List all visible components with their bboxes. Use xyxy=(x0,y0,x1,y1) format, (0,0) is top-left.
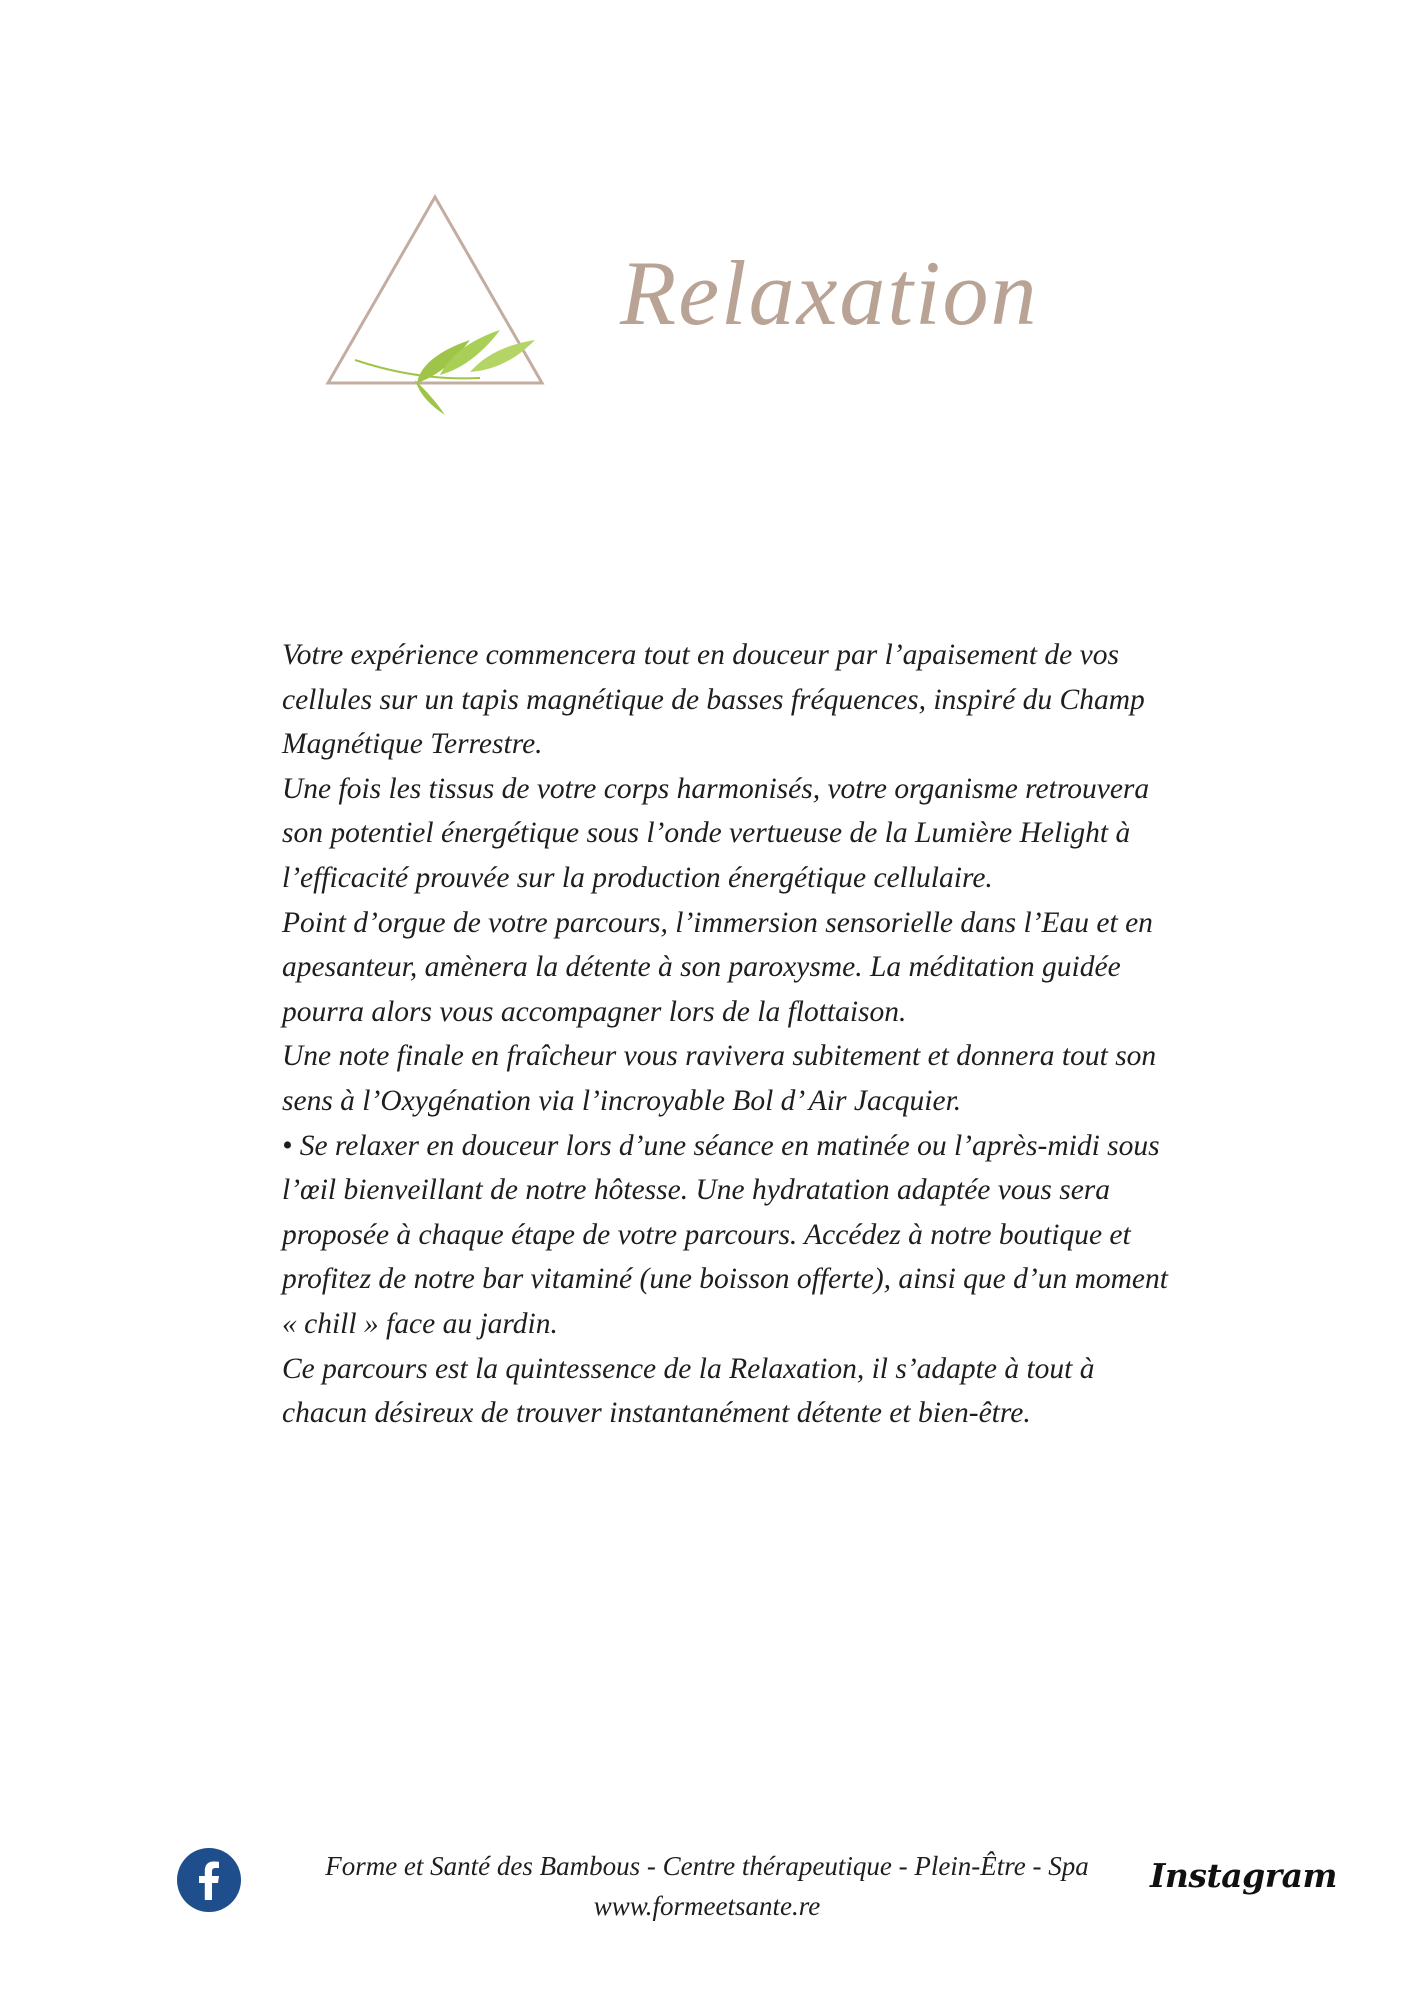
instagram-logo[interactable]: Instagram xyxy=(1150,1856,1337,1895)
triangle-bamboo-leaf-icon xyxy=(320,190,560,430)
paragraph-water: Point d’orgue de votre parcours, l’immersion sensorielle dans l’Eau et en apesanteur, amènera la détente à son paroxysme. La méditation guidée pourra alors vous accompagner lors de la flottaison. xyxy=(282,906,1153,1028)
paragraph-oxygen: Une note finale en fraîcheur vous ravivera subitement et donnera tout son sens à l’Oxygénation via l’incroyable Bol d’ Air Jacquier. xyxy=(282,1040,1157,1117)
footer-website-link[interactable]: www.formeetsante.re xyxy=(593,1891,821,1921)
facebook-icon[interactable] xyxy=(177,1848,241,1912)
paragraph-session: • Se relaxer en douceur lors d’une séance en matinée ou l’après-midi sous l’œil bienveillant de notre hôtesse. Une hydratation adaptée vous sera proposée à chaque étape de votre parcours. Accédez à notre boutique et profitez de notre bar vitaminé (une boisson offerte), ainsi que d’un moment « chill » face au jardin. xyxy=(282,1129,1168,1340)
paragraph-magnetic: Votre expérience commencera tout en douceur par l’apaisement de vos cellules sur un tapis magnétique de basses fréquences, inspiré du Champ Magnétique Terrestre. xyxy=(282,639,1145,761)
body-text xyxy=(282,633,1182,1436)
paragraph-conclusion: Ce parcours est la quintessence de la Relaxation, il s’adapte à tout à chacun désireux de trouver instantanément détente et bien-être. xyxy=(282,1352,1095,1430)
page-title: Relaxation xyxy=(620,242,1039,344)
footer xyxy=(0,1840,1414,1940)
footer-text xyxy=(280,1846,1134,1926)
paragraph-light: Une fois les tissus de votre corps harmonisés, votre organisme retrouvera son potentiel énergétique sous l’onde vertueuse de la Lumière Helight à l’efficacité prouvée sur la production énergétique cellulaire. xyxy=(282,772,1150,894)
footer-organization: Forme et Santé des Bambous - Centre thérapeutique - Plein-Être - Spa xyxy=(325,1851,1089,1881)
